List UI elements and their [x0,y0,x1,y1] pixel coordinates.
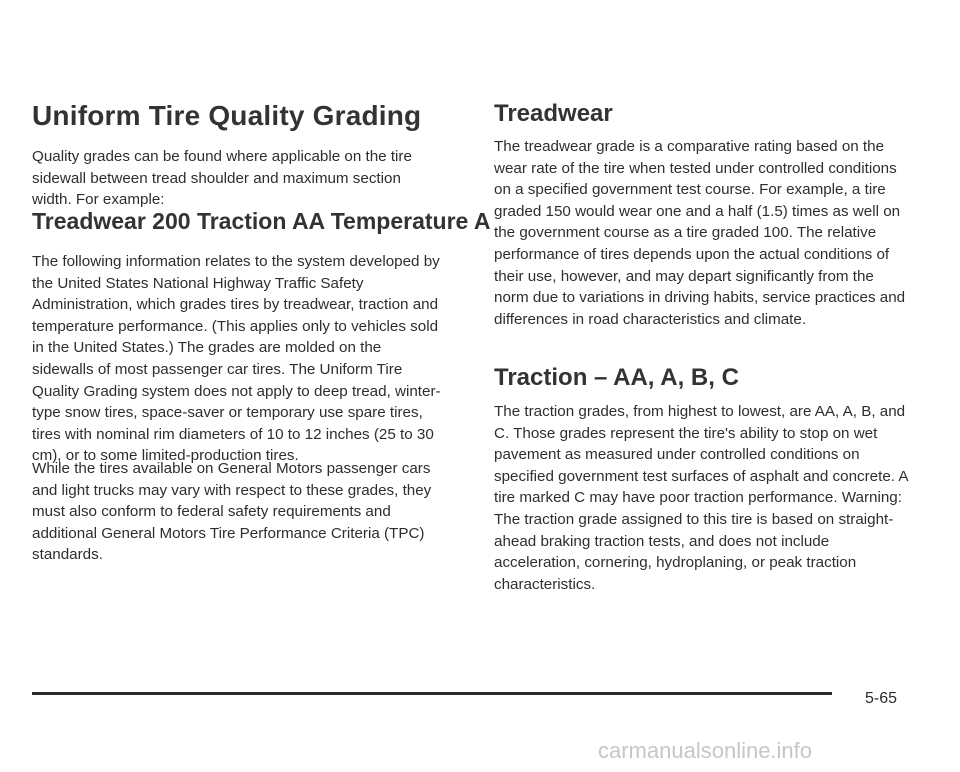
intro-paragraph: Quality grades can be found where applicable on the tire sidewall between tread shoulder and maximum section width. For example: [32,148,412,209]
conformance-paragraph: While the tires available on General Motors passenger cars and light trucks may vary with respect to these grades, they must also conform to federal safety requirements and additional General Motors Tire Performance Criteria (TPC) standards. [32,460,432,564]
example-heading: Treadwear 200 Traction AA Temperature A [32,208,491,234]
page-title: Uniform Tire Quality Grading [32,100,422,131]
traction-paragraph: The traction grades, from highest to lowest, are AA, A, B, and C. Those grades represent the tire's ability to stop on wet pavement as measured under controlled conditions on specified government test surfaces of asphalt and concrete. A tire marked C may have poor traction performance. Warning: The traction grade assigned to this tire is based on straight-ahead braking traction tests, and does not include acceleration, cornering, hydroplaning, or peak traction characteristics. [494,403,908,593]
system-paragraph: The following information relates to the system developed by the United States National Highway Traffic Safety Administration, which grades tires by treadwear, traction and temperature performance. (This applies only to vehicles sold in the United States.) The grades are molded on the sidewalls of most passenger car tires. The Uniform Tire Quality Grading system does not apply to deep tread, winter-type snow tires, space-saver or temporary use spare tires, tires with nominal rim diameters of 10 to 12 inches (25 to 30 cm), or to some limited-production tires. [32,253,441,465]
page-number: 5-65 [865,690,898,707]
treadwear-paragraph: The treadwear grade is a comparative rating based on the wear rate of the tire when tested under controlled conditions on a specified government test course. For example, a tire graded 150 would wear one and a half (1.5) times as well on the government course as a tire graded 100. The relative performance of tires depends upon the actual conditions of their use, however, and may depart significantly from the norm due to variations in driving habits, service practices and differences in road characteristics and climate. [494,138,906,328]
watermark: carmanualsonline.info [598,738,813,763]
treadwear-heading: Treadwear [494,100,613,127]
traction-heading: Traction – AA, A, B, C [494,364,739,391]
footer-rule [32,692,832,695]
